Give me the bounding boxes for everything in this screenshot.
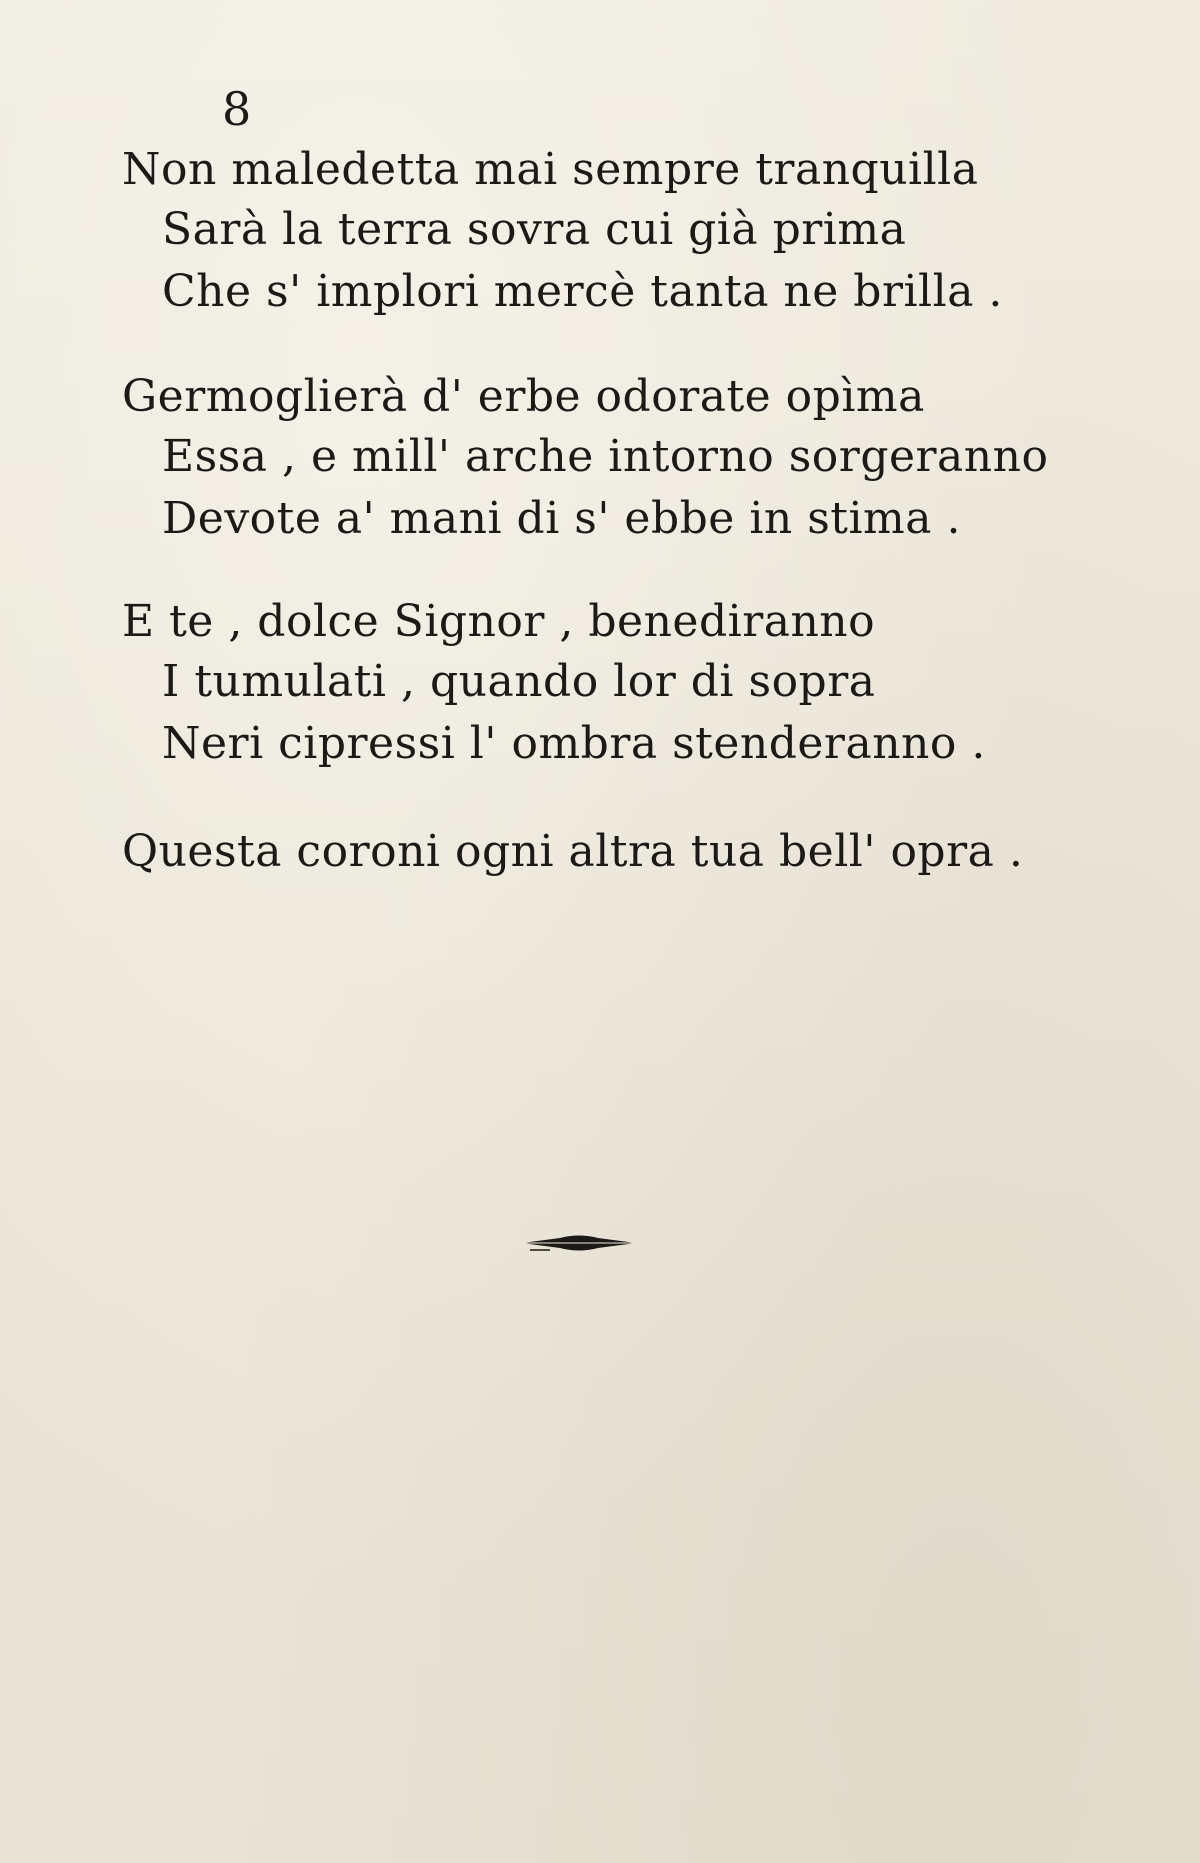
verse-line: Sarà la terra sovra cui già prima	[162, 204, 907, 255]
verse-line: Essa , e mill' arche intorno sorgeranno	[162, 431, 1049, 482]
verse-line: Germoglierà d' erbe odorate opìma	[122, 371, 925, 422]
page-number: 8	[222, 82, 253, 136]
verse-line: Neri cipressi l' ombra stenderanno .	[162, 718, 986, 769]
verse-line: Che s' implori mercè tanta ne brilla .	[162, 266, 1003, 317]
verse-line: Devote a' mani di s' ebbe in stima .	[162, 493, 961, 544]
verse-line: Non maledetta mai sempre tranquilla	[122, 144, 979, 195]
verse-line: E te , dolce Signor , benediranno	[122, 596, 876, 647]
tailpiece-ornament-icon	[520, 1232, 638, 1254]
verse-line: Questa coroni ogni altra tua bell' opra .	[122, 826, 1024, 877]
verse-line: I tumulati , quando lor di sopra	[162, 656, 876, 707]
